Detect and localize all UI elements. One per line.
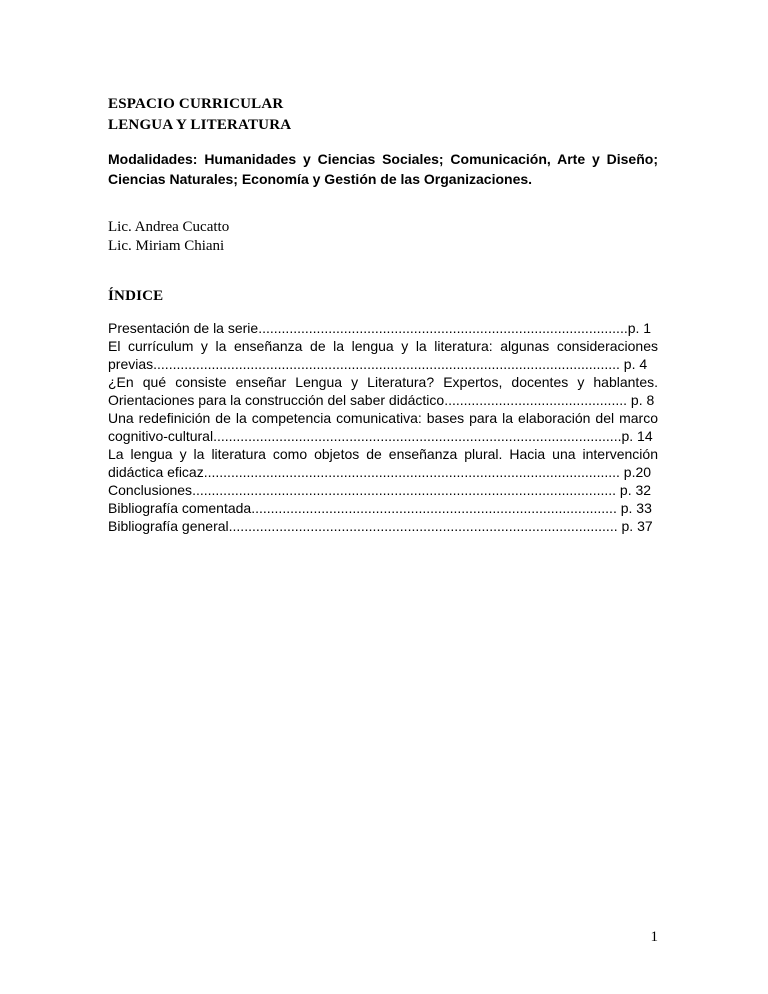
toc-page-ref: p. 8 <box>627 392 655 408</box>
toc-leader-dots: ............................................... <box>444 392 628 408</box>
toc-page-ref: p. 14 <box>621 428 653 444</box>
document-title-line2: LENGUA Y LITERATURA <box>108 117 292 133</box>
modalities-paragraph: Modalidades: Humanidades y Ciencias Sociales; Comunicación, Arte y Diseño; Ciencias Naturales; Economía y Gestión de las Organizaciones. <box>108 151 658 187</box>
toc-leader-dots: ......................................................................................................... <box>213 428 622 444</box>
toc-entry <box>108 517 658 535</box>
document-content <box>108 0 658 535</box>
author-line: Lic. Andrea Cucatto <box>108 219 230 235</box>
toc-entry-label: Bibliografía comentada <box>108 500 252 516</box>
document-title <box>108 94 658 136</box>
toc-leader-dots: .................................................................................................... <box>228 518 618 534</box>
page-number: 1 <box>650 929 658 945</box>
toc-entry <box>108 499 658 517</box>
toc-entry-label: Bibliografía general <box>108 518 229 534</box>
document-title-line1: ESPACIO CURRICULAR <box>108 96 284 112</box>
index-heading: ÍNDICE <box>108 288 164 304</box>
toc-entry-label: Conclusiones <box>108 482 193 498</box>
toc-page-ref: p.20 <box>619 464 652 480</box>
toc-entry-label: El currículum y la enseñanza de la lengua y la literatura: algunas consideraciones previas <box>108 338 658 372</box>
authors-block <box>108 218 658 256</box>
toc-page-ref: p. 1 <box>627 320 652 336</box>
toc-entry <box>108 373 658 409</box>
author-line: Lic. Miriam Chiani <box>108 238 225 254</box>
toc-entry <box>108 319 658 337</box>
toc-entry <box>108 481 658 499</box>
toc-leader-dots: ............................................................................................... <box>258 320 628 336</box>
toc-page-ref: p. 33 <box>616 500 652 516</box>
toc-entry <box>108 337 658 373</box>
toc-entry <box>108 445 658 481</box>
toc-page-ref: p. 32 <box>616 482 652 498</box>
toc-entry-label: ¿En qué consiste enseñar Lengua y Literatura? Expertos, docentes y hablantes. Orientaciones para la construcción del saber didáctico <box>108 374 658 408</box>
toc-leader-dots: ........................................................................................................................ <box>153 356 620 372</box>
table-of-contents <box>108 319 658 535</box>
toc-leader-dots: ............................................................................................................. <box>192 482 617 498</box>
toc-leader-dots: ........................................................................................................... <box>203 464 620 480</box>
toc-entry-label: La lengua y la literatura como objetos de enseñanza plural. Hacia una intervención didáctica eficaz <box>108 446 658 480</box>
toc-page-ref: p. 4 <box>619 356 648 372</box>
toc-entry-label: Una redefinición de la competencia comunicativa: bases para la elaboración del marco cognitivo-cultural <box>108 410 658 444</box>
toc-page-ref: p. 37 <box>617 518 653 534</box>
toc-leader-dots: .............................................................................................. <box>251 500 617 516</box>
toc-entry-label: Presentación de la serie <box>108 320 259 336</box>
toc-entry <box>108 409 658 445</box>
